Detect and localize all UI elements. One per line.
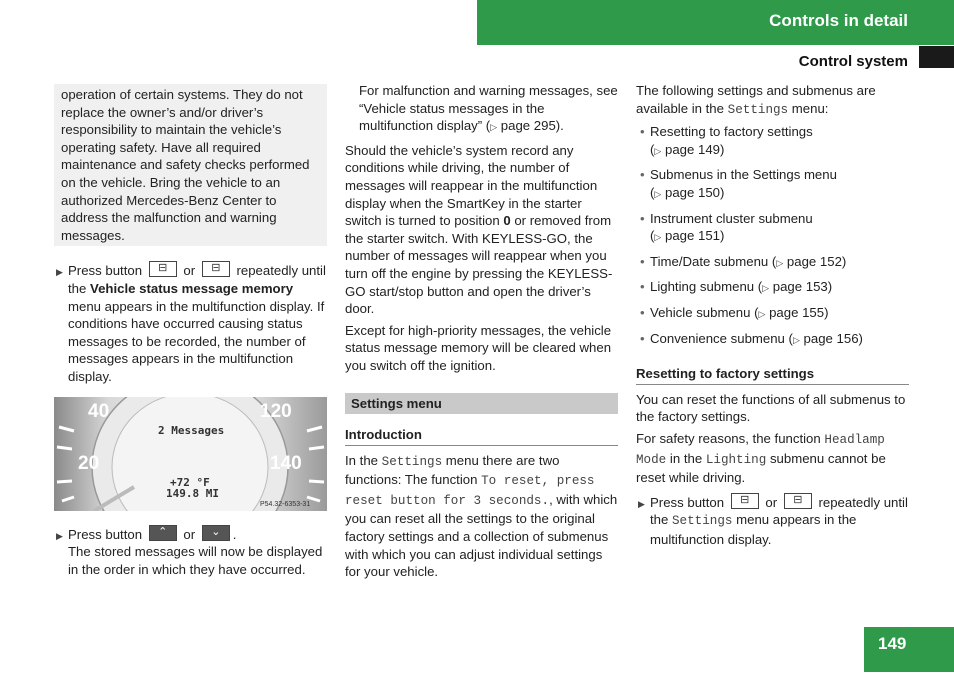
paragraph-reset: You can reset the functions of all submenus to the factory settings. [636,391,906,425]
menu-name: Vehicle status message memory [90,280,294,296]
step-press-arrows [54,525,327,579]
step-text: Press button [650,494,725,510]
step-or: or [765,494,778,510]
page-ref-icon: ▷ [654,232,662,243]
text: Lighting submenu ( [650,279,763,295]
step-text: menu appears in the multifunction display. [650,512,857,547]
step-text: menu appears in the multifunction display. If conditions have occurred causing status messages to be recorded, the number of messages appears in the multifunction display. [68,298,325,384]
step-text: Press button [68,263,143,279]
text: page 153) [769,279,833,295]
warning-continuation-box [54,84,327,246]
text: page 151) [661,228,725,244]
image-ref: P54.32-6353-31 [260,500,311,508]
step-end: . [232,526,237,542]
text: The following settings and submenus are available in the [636,83,876,116]
page-number: 149 [878,634,907,653]
display-text: Settings [381,454,443,469]
page-up-button-icon: ⊟ [731,493,759,509]
list-item [636,253,909,273]
text: Convenience submenu ( [650,330,793,346]
step-arrow-icon: ▶ [638,498,645,509]
step-press-settings [636,493,909,549]
list-item [636,330,909,350]
list-item [636,304,909,324]
section-title: Controls in detail [769,11,908,30]
page-ref-icon: ▷ [758,308,766,319]
column-3 [636,82,909,548]
heading-resetting: Resetting to factory settings [636,365,909,385]
text: Instrument cluster submenu [650,210,813,226]
page-ref-icon: ▷ [792,334,800,345]
page-ref-icon: ▷ [490,122,498,133]
text: or removed from the starter switch. With KEYLESS-GO, the number of messages will reappear when you turn off the engine by pressing the KEYLESS-GO start/stop button and open the driver’s door. [345,213,613,317]
column-1 [54,84,327,578]
paragraph-settings-list-intro [636,82,909,119]
text: page 155) [765,304,829,320]
list-item: • Submenus in the Settings menu (▷ page 150) [636,166,909,203]
paragraph-safety [636,430,909,487]
step-text: repeatedly until the [650,494,908,528]
paragraph-record [345,142,618,318]
step-press-up-down [54,261,327,385]
text: page 156) [799,330,863,346]
text: Resetting to factory settings [650,124,813,140]
text: page 150) [661,184,725,200]
page-up-button-icon: ⊟ [149,261,177,277]
submenu-list [636,123,909,349]
arrow-up-button-icon: ⌃ [149,525,177,541]
step-text: repeatedly until the [68,263,326,296]
page-ref-icon: ▷ [776,257,784,268]
display-temp: +72 °F [170,475,210,489]
text: page 152) [783,253,847,269]
page-ref-icon: ▷ [762,283,770,294]
display-text: To reset, press reset button for 3 seconds. [345,474,595,508]
step-arrow-icon: ▶ [56,267,63,278]
paragraph-introduction [345,452,618,581]
section-settings-menu: Settings menu [345,393,618,415]
gauge-label-40: 40 [88,400,110,422]
box-text: operation of certain systems. They do not replace the owner’s and/or driver’s responsibility to maintain the vehicle’s operating safety. Have all required maintenance and safety checks performed on the vehicle. Bring the vehicle to an authorized Mercedes-Benz Center to address the malfunction and warning messages. [61,87,310,243]
text: Time/Date submenu ( [650,253,777,269]
text: 0 [503,213,511,229]
text: menu there are two functions: The function [345,452,560,488]
heading-introduction: Introduction [345,426,618,446]
display-text: Headlamp Mode [636,432,885,467]
display-text: Settings [727,102,789,117]
text: menu: [788,100,829,116]
step-or: or [183,263,196,279]
list-item: • Resetting to factory settings (▷ page 149) [636,123,909,160]
display-text: Lighting [705,452,767,467]
text: Should the vehicle’s system record any conditions while driving, the number of messages will reappear in the multifunction display when the SmartKey in the starter switch is turned to position [345,142,598,229]
display-messages: 2 Messages [158,423,225,437]
text: submenu cannot be reset while driving. [636,450,886,486]
text: For malfunction and warning messages, see “Vehicle status messages in the multifunction display” ( [359,83,618,134]
list-item: • Instrument cluster submenu (▷ page 151) [636,210,909,247]
gauge-label-120: 120 [260,400,292,422]
text: In the [345,452,382,468]
page-down-button-icon: ⊟ [784,493,812,509]
text: in the [666,450,706,466]
thumb-tab [919,46,954,68]
paragraph-reference [345,82,618,137]
page-ref-icon: ▷ [654,145,662,156]
text: page 149) [661,141,725,157]
step-or: or [183,526,196,542]
instrument-cluster-image [54,397,327,511]
text: Vehicle submenu ( [650,304,759,320]
gauge-label-140: 140 [270,452,302,474]
list-item [636,278,909,298]
text: , with which you can reset all the settings to the original factory settings and a collection of submenus with which you can adjust individual settings for your vehicle. [345,491,618,580]
display-text: Settings [672,514,733,529]
step-text: Press button [68,526,143,542]
step-arrow-icon: ▶ [56,530,63,541]
text: For safety reasons, the function [636,430,825,446]
display-miles: 149.8 MI [166,486,219,500]
arrow-down-button-icon: ⌄ [202,525,230,541]
section-subtitle: Control system [798,53,908,70]
text: page 295). [497,118,564,134]
page-down-button-icon: ⊟ [202,261,230,277]
text: Submenus in the Settings menu [650,167,837,183]
page-ref-icon: ▷ [654,188,662,199]
paragraph-cleared: Except for high-priority messages, the vehicle status message memory will be cleared when you switch off the ignition. [345,322,612,373]
step-result-text: The stored messages will now be displayed in the order in which they have occurred. [68,544,323,577]
gauge-label-20: 20 [78,452,100,474]
column-2 [345,82,618,585]
